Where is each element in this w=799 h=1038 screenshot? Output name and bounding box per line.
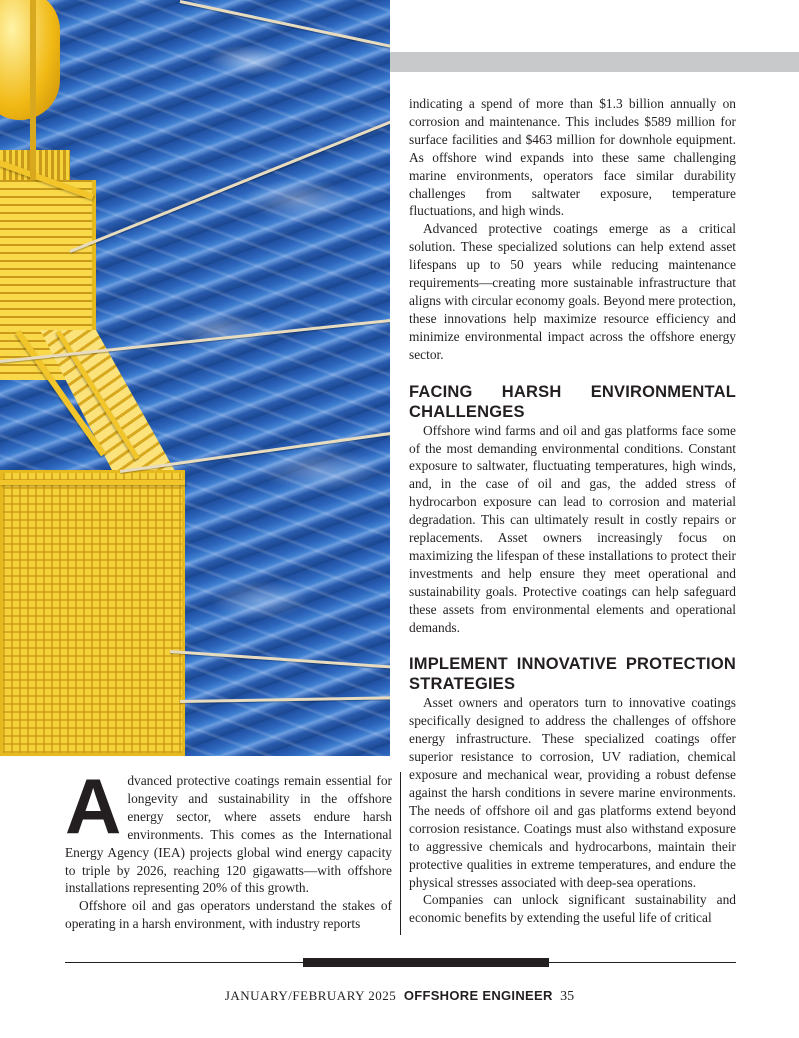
- footer-bar: [303, 958, 549, 967]
- paragraph: Offshore wind farms and oil and gas platforms face some of the most demanding environmental conditions. Constant exposure to saltwater, fluctuating temperatures, high winds, and, in the case of oil and gas, the added stress of hydrocarbon exposure can lead to corrosion and material degradation. This can ultimately result in costly repairs or replacements. Asset owners increasingly focus on maximizing the lifespan of these installations to protect their investments and help ensure they meet operational and sustainability goals. Protective coatings can help safeguard these assets from environmental elements and operational demands.: [409, 422, 736, 635]
- page-number: 35: [560, 989, 575, 1004]
- column-divider: [400, 772, 401, 935]
- mast-pole: [30, 0, 36, 180]
- magazine-name: OFFSHORE ENGINEER: [403, 988, 553, 1003]
- paragraph: indicating a spend of more than $1.3 billion annually on corrosion and maintenance. This includes $589 million for surface facilities and $463 million for downhole equipment. As offshore wind expands into these same challenging marine environments, operators face similar durability challenges from saltwater exposure, temperature fluctuations, and high winds.: [409, 96, 736, 219]
- offshore-platform-photo: [0, 0, 390, 756]
- section-heading: IMPLEMENT INNOVATIVE PROTECTION STRATEGIES: [409, 655, 736, 694]
- drop-cap: A: [65, 762, 122, 850]
- handrail: [0, 480, 185, 485]
- paragraph: Offshore oil and gas operators understand the stakes of operating in a harsh environment, with industry reports: [65, 898, 392, 932]
- intro-paragraph: [65, 762, 392, 897]
- platform-grating: [0, 470, 185, 756]
- footer: [0, 988, 799, 1005]
- section-heading: FACING HARSH ENVIRONMENTAL CHALLENGES: [409, 382, 736, 421]
- paragraph: Asset owners and operators turn to innovative coatings specifically designed to address the challenges of offshore energy infrastructure. These specialized coatings offer superior resistance to corrosion, UV radiation, chemical exposure and mechanical wear, providing a robust defense against the harsh conditions in severe marine environments. The needs of offshore oil and gas platforms extend beyond corrosion resistance. Coatings must also withstand exposure to aggressive chemicals and hydrocarbons, maintain their protective qualities in extreme temperatures, and endure the physical stresses associated with deep-sea operations.: [409, 695, 736, 890]
- intro-text: dvanced protective coatings remain essential for longevity and sustainability in the offshore energy sector, where assets endure harsh environments. This comes as the International Energy Agency (IEA) projects global wind energy capacity to triple by 2026, reaching 120 gigawatts—with offshore installations representing 20% of this growth.: [65, 773, 392, 896]
- left-column: [65, 762, 392, 933]
- issue-date: JANUARY/FEBRUARY 2025: [224, 988, 397, 1003]
- paragraph: Companies can unlock significant sustainability and economic benefits by extending the useful life of critical: [409, 892, 736, 926]
- paragraph: Advanced protective coatings emerge as a critical solution. These specialized solutions can help extend asset lifespans up to 50 years while reducing maintenance requirements—creating more sustainable infrastructure that aligns with circular economy goals. Beyond mere protection, these innovations help maximize resource efficiency and minimize environmental impact across the offshore energy sector.: [409, 221, 736, 362]
- right-column: [409, 95, 736, 927]
- header-bar: [390, 52, 799, 72]
